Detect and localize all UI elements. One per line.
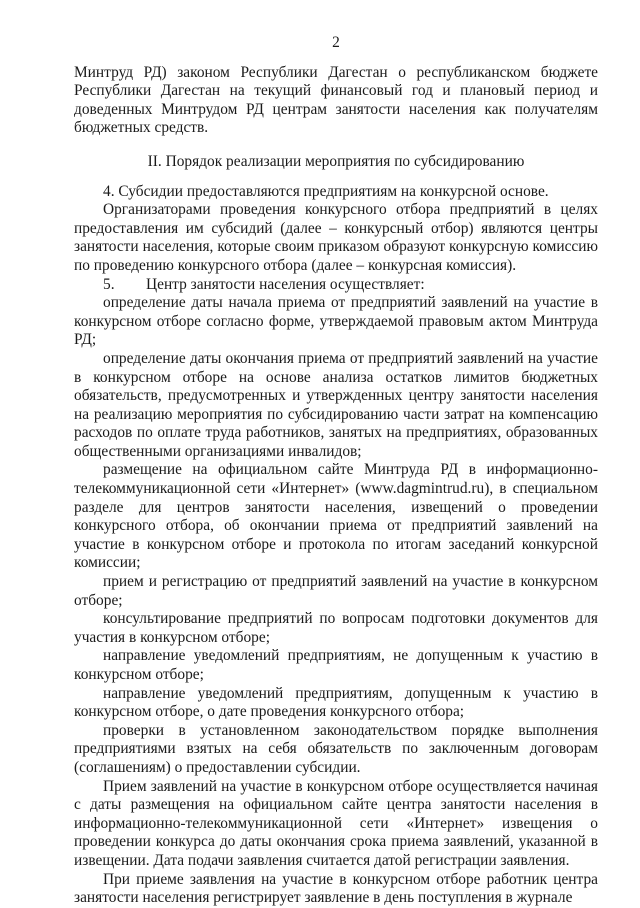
item-5-text: Центр занятости населения осуществляет: xyxy=(146,275,425,293)
paragraph-rejection-notices: направление уведомлений предприятиям, не допущенным к участию в конкурсном отборе; xyxy=(74,647,598,683)
paragraph-organizers: Организаторами проведения конкурсного отбора предприятий в целях предоставления им субсидий (далее – конкурсный отбор) являются центры занятости населения, которые своим приказом образуют конкурсную комиссию по проведению конкурсного отбора (далее – конкурсная комиссия). xyxy=(74,201,598,274)
paragraph-end-date: определение даты окончания приема от предприятий заявлений на участие в конкурсном отборе на основе анализа остатков лимитов бюджетных обязательств, предусмотренных и утвержденных центру занятости населения на реализацию мероприятия по субсидированию части затрат на компенсацию расходов по оплате труда работников, занятых на предприятиях, образованных общественными организациями инвалидов; xyxy=(74,349,598,460)
paragraph-registration: прием и регистрацию от предприятий заявлений на участие в конкурсном отборе; xyxy=(74,573,598,609)
paragraph-registration-journal: При приеме заявления на участие в конкурсном отборе работник центра занятости населения регистрирует заявление в день поступления в журнале xyxy=(74,870,598,907)
paragraph-admission-notices: направление уведомлений предприятиям, допущенным к участию в конкурсном отборе, о дате проведения конкурсного отбора; xyxy=(74,684,598,721)
paragraph-application-acceptance: Прием заявлений на участие в конкурсном отборе осуществляется начиная с даты размещения на официальном сайте центра занятости населения в информационно-телекоммуникационной сети «Интернет» извещения о проведении конкурса до даты окончания срока приема заявлений, указанной в извещении. Дата подачи заявления считается датой регистрации заявления. xyxy=(74,777,598,869)
section-heading: II. Порядок реализации мероприятия по субсидированию xyxy=(147,152,525,170)
paragraph-item-5 xyxy=(74,276,598,295)
paragraph-item-4: 4. Субсидии предоставляются предприятиям на конкурсной основе. xyxy=(103,182,549,200)
paragraph-inspections: проверки в установленном законодательством порядке выполнения предприятиями взятых на себя обязательств по заключенным договорам (соглашениям) о предоставлении субсидии. xyxy=(74,721,598,776)
paragraph-start-date: определение даты начала приема от предприятий заявлений на участие в конкурсном отборе согласно форме, утверждаемой правовым актом Минтруда РД; xyxy=(74,294,598,349)
paragraph-continuation: Минтруд РД) законом Республики Дагестан о республиканском бюджете Республики Дагестан на текущий финансовый год и плановый период и доведенных Минтрудом РД центрам занятости населения как получателям бюджетных средств. xyxy=(74,63,598,137)
document-page xyxy=(74,34,598,908)
item-5-number: 5. xyxy=(103,275,115,293)
paragraph-consulting: консультирование предприятий по вопросам подготовки документов для участия в конкурсном отборе; xyxy=(74,610,598,646)
page-number: 2 xyxy=(332,34,340,51)
paragraph-publication: размещение на официальном сайте Минтруда РД в информационно-телекоммуникационной сети «Интернет» (www.dagmintrud.ru), в специальном разделе для центров занятости населения, извещений о проведении конкурсного отбора, об окончании приема от предприятий заявлений на участие в конкурсном отборе и протокола по итогам заседаний конкурсной комиссии; xyxy=(74,461,598,572)
